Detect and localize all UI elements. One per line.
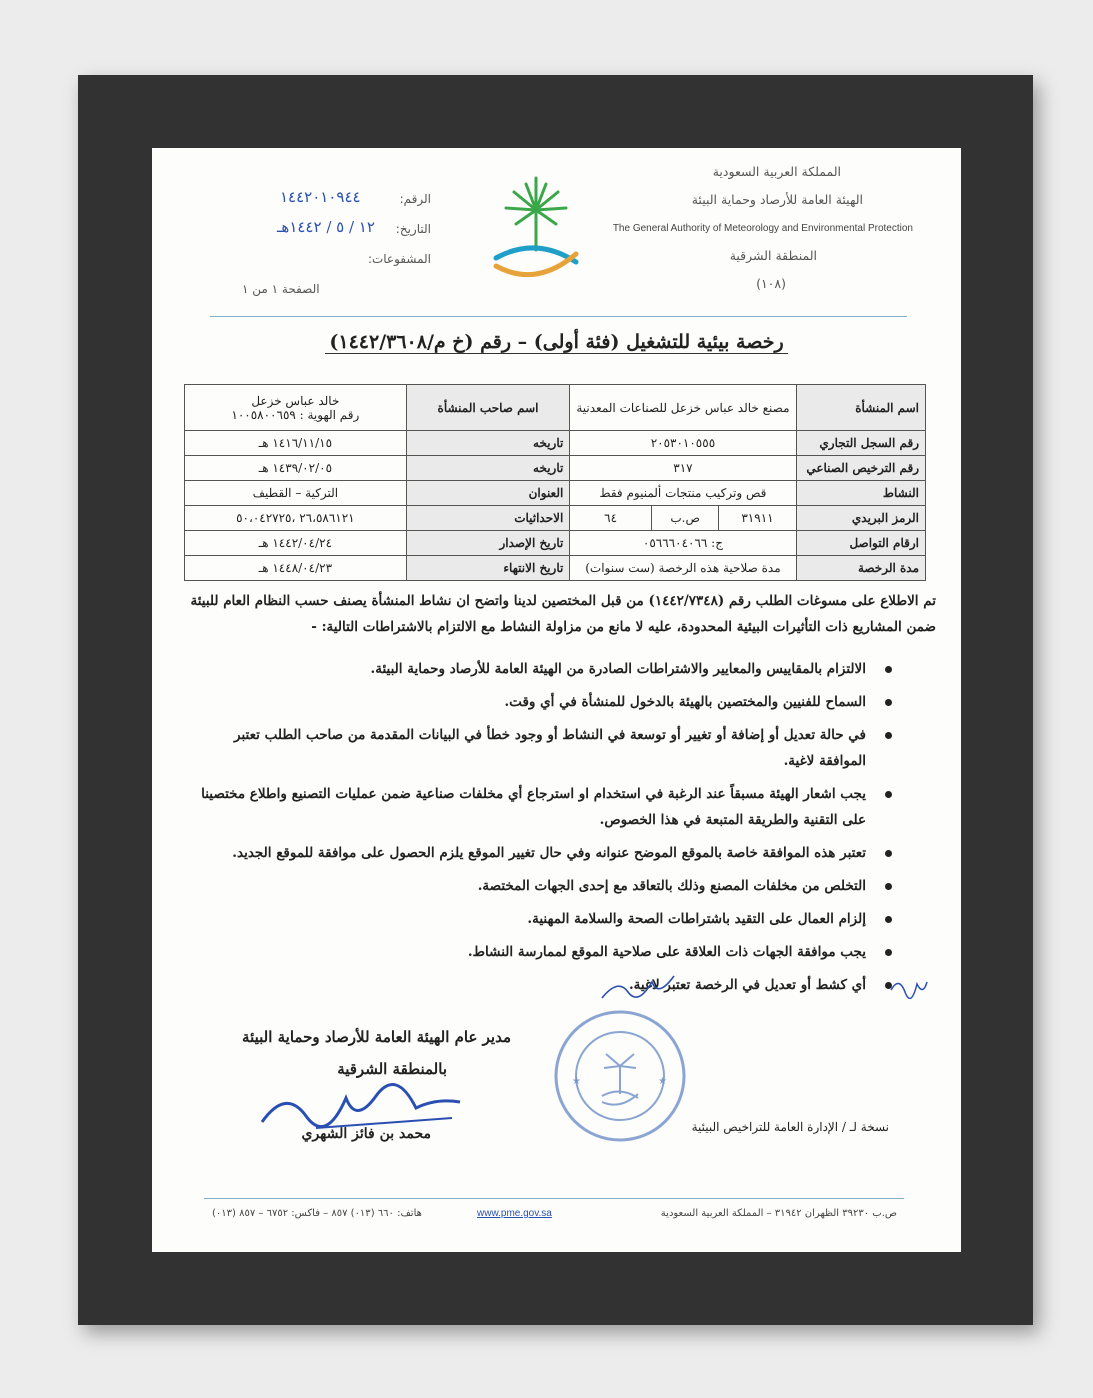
owner-name-label: اسم صاحب المنشأة — [406, 385, 570, 431]
activity-label: النشاط — [796, 481, 926, 506]
postal-code-label: الرمز البريدي — [796, 506, 926, 531]
facility-name-value: مصنع خالد عباس خزعل للصناعات المعدنية — [570, 385, 796, 431]
issue-date-label: تاريخ الإصدار — [406, 531, 570, 556]
authority-name-ar: الهيئة العامة للأرصاد وحماية البيئة — [691, 192, 863, 207]
authority-name-en: The General Authority of Meteorology and Environmental Protection — [612, 223, 913, 234]
document-page — [152, 148, 961, 1252]
owner-id: رقم الهوية : ١٠٠٥٨٠٠٦٥٩ — [231, 407, 360, 422]
license-duration-label: مدة الرخصة — [796, 556, 926, 581]
address-label: العنوان — [406, 481, 570, 506]
signatory-name: محمد بن فائز الشهري — [301, 1126, 431, 1142]
list-item: إلزام العمال على التقيد باشتراطات الصحة والسلامة المهنية. — [196, 906, 896, 932]
list-item: أي كشط أو تعديل في الرخصة تعتبر لاغية. — [196, 972, 896, 998]
conditions-list — [196, 656, 896, 1005]
industrial-license-label: رقم الترخيص الصناعي — [796, 456, 926, 481]
margin-initials — [887, 970, 931, 1010]
attachments-label: المشفوعات: — [367, 252, 431, 266]
footer-address: ص.ب ٣٩٢٣٠ الظهران ٣١٩٤٢ – المملكة العربية السعودية — [660, 1208, 897, 1219]
list-item: الالتزام بالمقاييس والمعايير والاشتراطات الصادرة من الهيئة العامة للأرصاد وحماية البيئة. — [196, 656, 896, 682]
footer-website-link[interactable]: www.pme.gov.sa — [477, 1208, 552, 1219]
reference-number-label: الرقم: — [399, 192, 431, 206]
kingdom-name: المملكة العربية السعودية — [712, 164, 841, 179]
expiry-date-label: تاريخ الانتهاء — [406, 556, 570, 581]
date-label: التاريخ: — [395, 222, 431, 236]
header-divider — [210, 316, 907, 317]
commercial-register-label: رقم السجل التجاري — [796, 431, 926, 456]
region-name: المنطقة الشرقية — [729, 248, 817, 263]
expiry-date-value: ١٤٤٨/٠٤/٢٣ هـ — [185, 556, 407, 581]
signatory-title: مدير عام الهيئة العامة للأرصاد وحماية البيئة — [242, 1028, 511, 1046]
reference-number-value: ١٤٤٢٠١٠٩٤٤ — [280, 188, 361, 206]
footer-phones: هاتف: ٦٦٠ (٠١٣) ٨٥٧ – فاكس: ٦٧٥٢ – ٨٥٧ (٠١٣) — [212, 1208, 422, 1219]
coordinates-label: الاحداثيات — [406, 506, 570, 531]
table-row — [185, 456, 926, 481]
official-stamp — [550, 1006, 690, 1146]
table-row — [185, 531, 926, 556]
po-box-value: ٦٤ — [604, 511, 618, 525]
list-item: يجب اشعار الهيئة مسبقاً عند الرغبة في استخدام او استرجاع أي مخلفات صناعية ضمن عمليات التصنيع واطلاع مختصينا على التقنية والطريقة المتبعة في هذا الخصوص. — [196, 781, 896, 833]
table-row — [185, 556, 926, 581]
intro-paragraph: تم الاطلاع على مسوغات الطلب رقم (١٤٤٢/٧٣٤٨) من قبل المختصين لدينا واتضح ان نشاط المنشأة يصنف حسب النظام العام للبيئة ضمن المشاريع ذات التأثيرات البيئية المحدودة، عليه لا مانع من مزاولة النشاط مع الالتزام بالاشتراطات التالية: - — [190, 593, 936, 635]
commercial-register-value: ٢٠٥٣٠١٠٥٥٥ — [570, 431, 796, 456]
signatory-region: بالمنطقة الشرقية — [337, 1060, 447, 1078]
list-item: يجب موافقة الجهات ذات العلاقة على صلاحية الموقع لممارسة النشاط. — [196, 939, 896, 965]
facility-info-table — [184, 384, 926, 581]
industrial-license-date-value: ١٤٣٩/٠٢/٠٥ هـ — [185, 456, 407, 481]
office-code: (١٠٨) — [756, 276, 786, 291]
industrial-license-value: ٣١٧ — [570, 456, 796, 481]
page-indicator: الصفحة ١ من ١ — [242, 282, 320, 296]
table-row — [185, 385, 926, 431]
postal-box-cell — [570, 506, 796, 531]
list-item: التخلص من مخلفات المصنع وذلك بالتعاقد مع إحدى الجهات المختصة. — [196, 873, 896, 899]
table-row — [185, 481, 926, 506]
date-value: ١٢ / ٥ / ١٤٤٢هـ — [277, 218, 375, 236]
svg-text:★: ★ — [572, 1076, 581, 1087]
table-row — [185, 506, 926, 531]
coordinates-value: ٢٦،٥٨٦١٢١ ،٥٠،٠٤٢٧٢٥ — [185, 506, 407, 531]
copy-to-note: نسخة لـ / الإدارة العامة للتراخيص البيئية — [691, 1120, 889, 1134]
footer-divider — [204, 1198, 904, 1199]
owner-name-value — [185, 385, 407, 431]
commercial-register-date-label: تاريخه — [406, 431, 570, 456]
list-item: في حالة تعديل أو إضافة أو تغيير أو توسعة في النشاط أو وجود خطأ في البيانات المقدمة من صاحب الطلب تعتبر الموافقة لاغية. — [196, 722, 896, 774]
commercial-register-date-value: ١٤١٦/١١/١٥ هـ — [185, 431, 407, 456]
contact-label: ارقام التواصل — [796, 531, 926, 556]
license-title: رخصة بيئية للتشغيل (فئة أولى) – رقم (خ م/١٤٤٢/٣٦٠٨) — [152, 331, 961, 353]
owner-name: خالد عباس خزعل — [251, 393, 340, 408]
address-value: التركية – القطيف — [185, 481, 407, 506]
industrial-license-date-label: تاريخه — [406, 456, 570, 481]
contact-value: ج: ٠٥٦٦٦٠٤٠٦٦ — [570, 531, 796, 556]
license-duration-value: مدة صلاحية هذه الرخصة (ست سنوات) — [570, 556, 796, 581]
list-item: السماح للفنيين والمختصين بالهيئة بالدخول للمنشأة في أي وقت. — [196, 689, 896, 715]
activity-value: قص وتركيب منتجات ألمنيوم فقط — [570, 481, 796, 506]
list-item: تعتبر هذه الموافقة خاصة بالموقع الموضح عنوانه وفي حال تغيير الموقع يلزم الحصول على موافقة للموقع الجديد. — [196, 840, 896, 866]
postal-code-value: ٣١٩١١ — [719, 506, 796, 530]
table-row — [185, 431, 926, 456]
svg-text:★: ★ — [658, 1076, 667, 1087]
authority-emblem-logo — [486, 170, 586, 282]
issue-date-value: ١٤٤٢/٠٤/٢٤ هـ — [185, 531, 407, 556]
handwritten-initials — [598, 968, 678, 1012]
facility-name-label: اسم المنشأة — [796, 385, 926, 431]
po-box-label: ص.ب — [651, 506, 719, 530]
